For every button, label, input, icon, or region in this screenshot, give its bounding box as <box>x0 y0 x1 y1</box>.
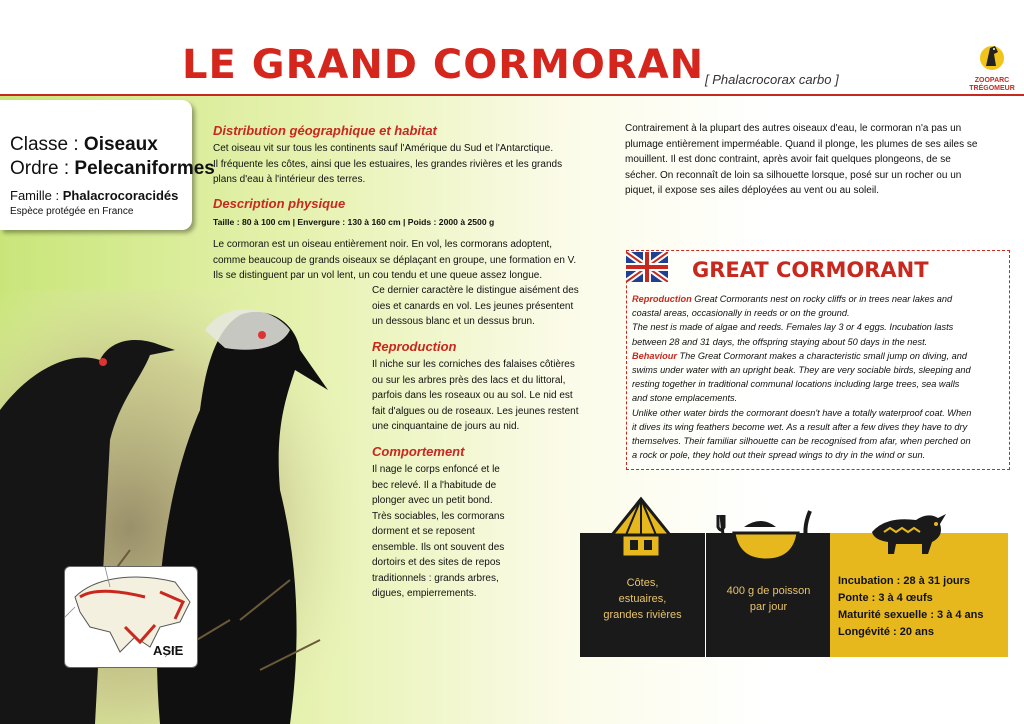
text-line: Cet oiseau vit sur tous les continents sauf l'Amérique du Sud et l'Antarctique. <box>213 143 554 154</box>
text-line: coastal areas, occasionally in reeds or on the ground. <box>632 308 850 319</box>
text-line: and stone emplacements. <box>632 393 738 404</box>
text-line: The nest is made of algae and reeds. Females lay 3 or 4 eggs. Incubation lasts <box>632 322 954 333</box>
text-line: Incubation : 28 à 31 jours <box>838 575 971 587</box>
hut-icon <box>608 495 674 565</box>
text-line: ou sur les arbres près des lacs et du littoral, <box>372 374 566 386</box>
bird-logo-icon <box>977 42 1007 72</box>
map-label: ASIE <box>153 643 184 658</box>
text-line: par jour <box>749 601 788 613</box>
text-line: Il fréquente les côtes, ainsi que les estuaires, les grandes rivières et les grands <box>213 158 563 170</box>
text-line: a rock or pole, they hold out their spread wings to dry in the wind or sun. <box>632 450 926 461</box>
description-heading: Description physique <box>213 196 346 211</box>
distribution-text <box>213 141 608 188</box>
latin-name: [ Phalacrocorax carbo ] <box>705 72 839 87</box>
reproduction-text <box>372 357 608 435</box>
comportement-text <box>372 462 532 602</box>
text-line: plumage entièrement imperméable. Quand il plonge, les plumes de ses ailes se <box>625 138 978 150</box>
text-line: mouillent. Il est donc contraint, après avoir fait quelques plongeons, de se <box>625 154 951 165</box>
text-line: 400 g de poisson <box>726 585 811 597</box>
text-line: Il nage le corps enfoncé et le <box>372 464 500 475</box>
english-title: GREAT CORMORANT <box>692 258 929 282</box>
food-text <box>706 583 831 615</box>
text-line: grandes rivières <box>603 609 682 621</box>
asia-map <box>64 566 198 668</box>
text-line: plonger avec un petit bond. <box>372 495 493 506</box>
description-text <box>213 237 608 284</box>
text-line: between 28 and 31 days, the offspring staying about 50 days in the nest. <box>632 336 928 347</box>
protection-status: Espèce protégée en France <box>10 206 134 217</box>
ordre: Ordre : Pelecaniformes <box>10 158 215 179</box>
text-line: estuaires, <box>618 593 667 605</box>
logo-line2: TRÉGOMEUR <box>969 85 1015 92</box>
text-line: Il niche sur les corniches des falaises côtières <box>372 359 575 370</box>
description-text-2 <box>372 283 608 330</box>
logo-line1: ZOOPARC <box>974 77 1010 84</box>
text-line: Great Cormorants nest on rocky cliffs or in trees near lakes and <box>691 294 953 304</box>
text-line: Ils se distinguent par un vol lent, un cou tendu et une queue assez longue. <box>213 270 543 281</box>
text-line: Très sociables, les cormorans <box>372 510 505 522</box>
animal-icon <box>866 508 950 560</box>
text-line: dorment et se reposent <box>372 526 475 537</box>
text-line: digues, empierrements. <box>372 588 477 599</box>
plumage-text <box>625 121 1015 199</box>
reproduction-heading: Reproduction <box>372 339 457 354</box>
text-line: Contrairement à la plupart des autres oiseaux d'eau, le cormoran n'a pas un <box>625 123 962 134</box>
text-line: comme beaucoup de grands oiseaux se déplaçant en groupe, une formation en V. <box>213 254 577 266</box>
uk-flag-icon <box>626 252 668 282</box>
famille: Famille : Phalacrocoracidés <box>10 188 179 203</box>
text-line: dortoirs et des sites de repos <box>372 557 501 568</box>
text-line: themselves. Their familiar silhouette can be recognised from afar, when perched on <box>632 436 971 447</box>
comportement-heading: Comportement <box>372 444 465 459</box>
header-divider <box>0 94 1024 96</box>
size-stats: Taille : 80 à 100 cm | Envergure : 130 à 160 cm | Poids : 2000 à 2500 g <box>213 217 495 227</box>
text-line: traditionnels : grands arbres, <box>372 572 499 584</box>
plate-cutlery-icon <box>716 505 816 565</box>
page-title: LE GRAND CORMORAN <box>182 42 705 88</box>
zooparc-logo <box>964 42 1020 94</box>
text-line: Maturité sexuelle : 3 à 4 ans <box>838 609 984 621</box>
text-line: Côtes, <box>626 577 659 589</box>
distribution-heading: Distribution géographique et habitat <box>213 123 437 138</box>
classe: Classe : Oiseaux <box>10 134 158 155</box>
text-line: piquet, il expose ses ailes déployées au vent ou au soleil. <box>625 185 880 196</box>
text-line: Unlike other water birds the cormorant doesn't have a totally waterproof coat. When <box>632 407 972 418</box>
text-line: Longévité : 20 ans <box>838 626 934 638</box>
text-line: Ponte : 3 à 4 œufs <box>838 592 933 604</box>
english-behaviour-label: Behaviour <box>632 350 677 361</box>
text-line: resting together in traditional communal locations including large trees, sea walls <box>632 379 960 390</box>
text-line: parfois dans les roseaux ou au sol. Le nid est <box>372 390 573 401</box>
text-line: fait d'algues ou de roseaux. Les jeunes restent <box>372 405 579 417</box>
text-line: ensemble. Ils ont souvent des <box>372 541 505 553</box>
text-line: Ce dernier caractère le distingue aisément des <box>372 285 579 296</box>
life-text <box>838 573 1008 641</box>
text-line: oies et canards en vol. Les jeunes présentent <box>372 300 574 312</box>
text-line: bec relevé. Il a l'habitude de <box>372 479 497 491</box>
english-text <box>632 292 1004 462</box>
habitat-text <box>580 575 705 623</box>
text-line: it dives its wing feathers become wet. As a result after a few dives they have to dry <box>632 421 968 432</box>
text-line: plans d'eau à l'intérieur des terres. <box>213 174 366 185</box>
text-line: une cinquantaine de jours au nid. <box>372 421 520 432</box>
english-reproduction-label: Reproduction <box>632 294 692 304</box>
text-line: The Great Cormorant makes a characteristic small jump on diving, and <box>676 350 967 361</box>
text-line: Le cormoran est un oiseau entièrement noir. En vol, les cormorans adoptent, <box>213 239 553 250</box>
text-line: sécher. On reconnaît de loin sa silhouette lorsque, posé sur un rocher ou un <box>625 169 962 181</box>
text-line: un dessous blanc et un dessus brun. <box>372 316 535 327</box>
classification-box <box>0 100 215 230</box>
text-line: swims under water with an upright beak. They are very sociable birds, sleeping and <box>632 365 971 376</box>
